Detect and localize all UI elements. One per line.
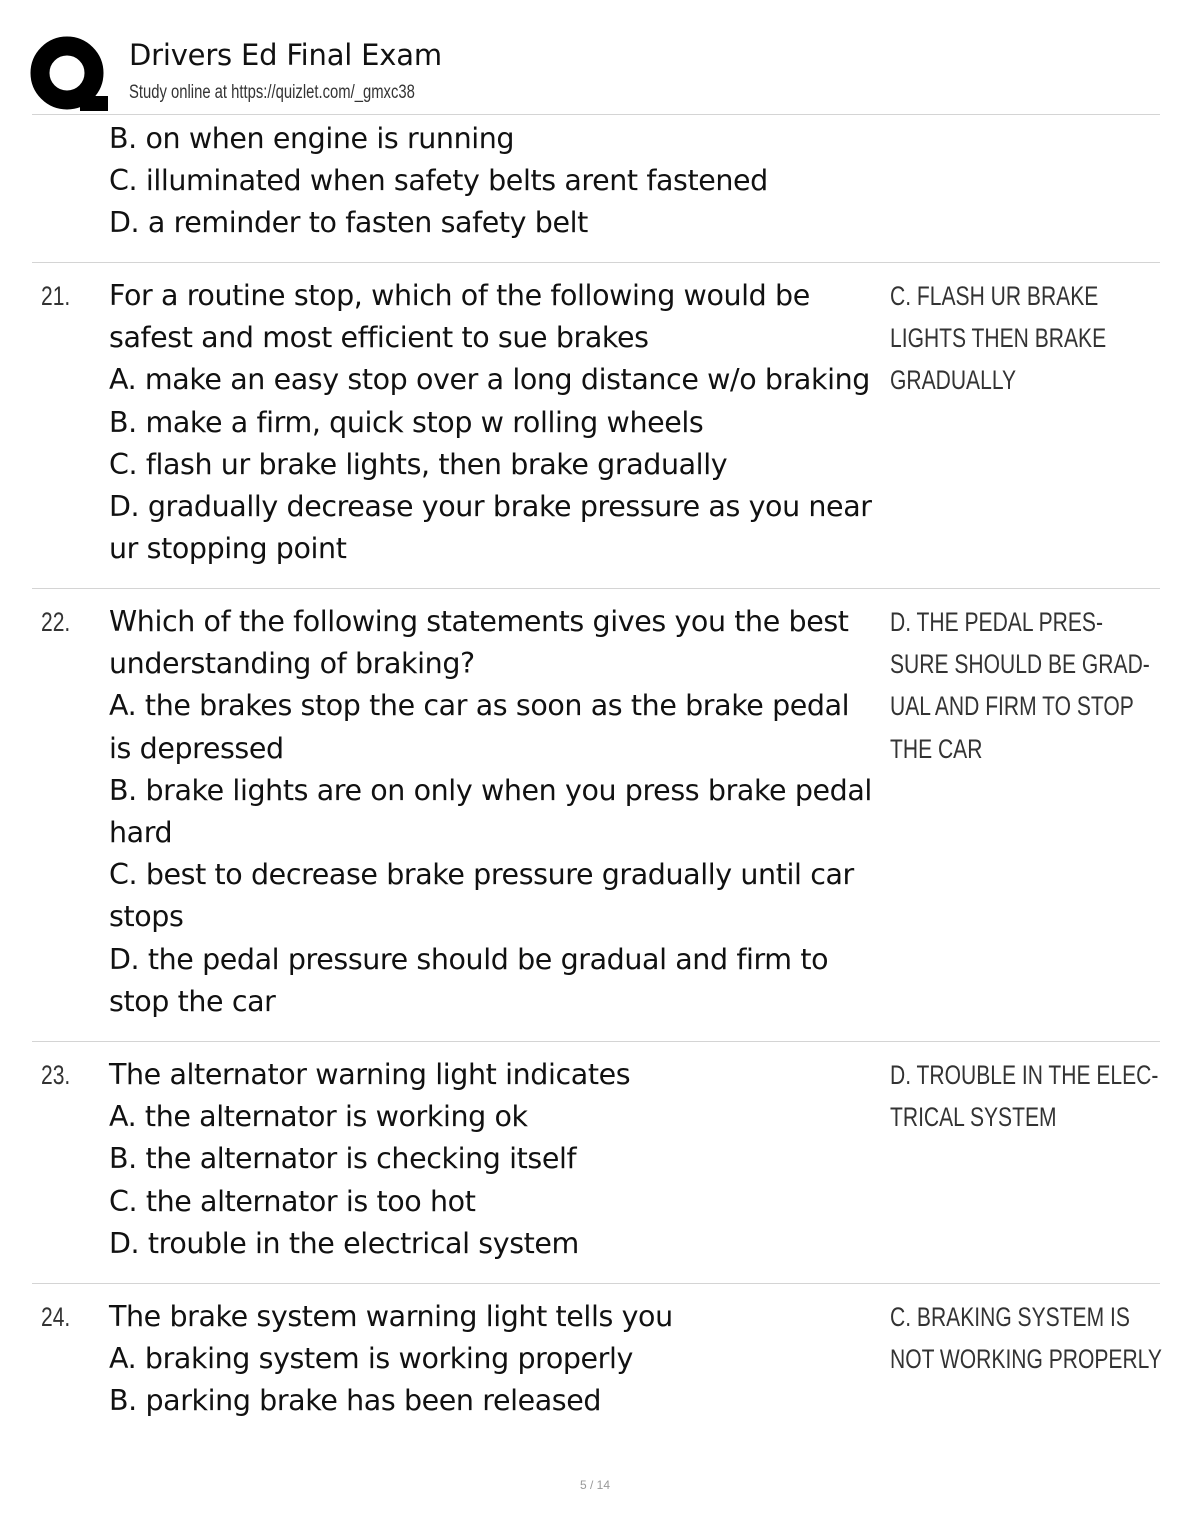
question-number: 22.: [41, 607, 71, 637]
answer-line: TRICAL SYSTEM: [890, 1102, 1057, 1133]
question-line: A. the alternator is working ok: [109, 1100, 528, 1134]
divider: [32, 262, 1160, 263]
question-line: stops: [109, 900, 184, 934]
quizlet-logo-icon: [30, 36, 110, 116]
answer-text: [890, 275, 1106, 402]
question-line: B. on when engine is running: [109, 122, 515, 155]
question-line: A. the brakes stop the car as soon as the brake pedal: [109, 689, 850, 723]
question-text: [109, 275, 894, 570]
question-line: B. the alternator is checking itself: [109, 1142, 577, 1176]
study-online-link[interactable]: Study online at https://quizlet.com/_gmxc38: [129, 82, 415, 103]
question-line: D. a reminder to fasten safety belt: [109, 206, 588, 240]
question-line: understanding of braking?: [109, 647, 475, 681]
document-title: Drivers Ed Final Exam: [129, 38, 442, 72]
answer-line: C. FLASH UR BRAKE: [890, 281, 1099, 311]
page-number: 5 / 14: [579, 1478, 611, 1492]
question-line: safest and most efficient to sue brakes: [109, 321, 649, 355]
continued-question-text: [109, 118, 894, 245]
question-line: D. trouble in the electrical system: [109, 1226, 579, 1260]
question-number: 21.: [41, 281, 71, 311]
question-line: The alternator warning light indicates: [109, 1058, 631, 1091]
answer-line: UAL AND FIRM TO STOP: [890, 691, 1134, 722]
question-line: D. the pedal pressure should be gradual and firm to: [109, 942, 829, 976]
question-line: A. braking system is working properly: [109, 1342, 633, 1376]
answer-text: [890, 1296, 1162, 1380]
question-line: D. gradually decrease your brake pressure as you near: [109, 490, 872, 524]
question-line: ur stopping point: [109, 532, 347, 566]
question-line: is depressed: [109, 731, 284, 765]
divider: [32, 1283, 1160, 1284]
question-line: C. illuminated when safety belts arent fastened: [109, 164, 768, 198]
question-line: Which of the following statements gives you the best: [109, 605, 849, 638]
question-line: C. the alternator is too hot: [109, 1184, 476, 1218]
question-line: A. make an easy stop over a long distance w/o braking: [109, 363, 870, 397]
divider: [32, 588, 1160, 589]
answer-line: LIGHTS THEN BRAKE: [890, 323, 1107, 354]
page-header: [30, 32, 1160, 114]
divider: [32, 114, 1160, 115]
answer-line: D. THE PEDAL PRES-: [890, 607, 1104, 637]
answer-text: [890, 601, 1150, 770]
answer-line: GRADUALLY: [890, 365, 1017, 396]
question-line: B. make a firm, quick stop w rolling wheels: [109, 405, 704, 439]
question-number: 24.: [41, 1302, 71, 1332]
answer-text: [890, 1054, 1158, 1138]
question-line: C. best to decrease brake pressure gradually until car: [109, 858, 854, 892]
answer-line: SURE SHOULD BE GRAD-: [890, 649, 1150, 680]
answer-line: D. TROUBLE IN THE ELEC-: [890, 1060, 1159, 1090]
question-number: 23.: [41, 1060, 71, 1090]
question-line: B. brake lights are on only when you press brake pedal: [109, 773, 872, 807]
question-line: hard: [109, 816, 173, 850]
divider: [32, 1041, 1160, 1042]
question-line: For a routine stop, which of the following would be: [109, 279, 810, 312]
answer-line: THE CAR: [890, 733, 983, 764]
question-line: B. parking brake has been released: [109, 1384, 602, 1418]
question-line: The brake system warning light tells you: [109, 1300, 673, 1333]
question-text: [109, 1296, 894, 1423]
answer-line: NOT WORKING PROPERLY: [890, 1344, 1162, 1375]
answer-line: C. BRAKING SYSTEM IS: [890, 1302, 1130, 1332]
question-text: [109, 601, 894, 1023]
question-line: C. flash ur brake lights, then brake gradually: [109, 447, 728, 481]
question-text: [109, 1054, 894, 1265]
question-line: stop the car: [109, 984, 276, 1018]
